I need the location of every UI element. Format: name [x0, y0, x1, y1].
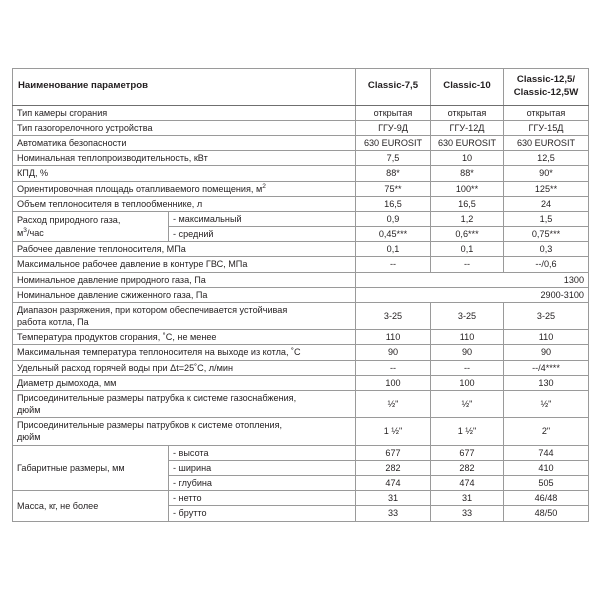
row-value-2: 1 ½" — [431, 418, 504, 445]
table-row — [13, 105, 589, 120]
specification-table-container — [12, 68, 588, 522]
row-label-line2 — [17, 227, 164, 239]
boiler-specification-table — [12, 68, 589, 522]
row-value-2: 10 — [431, 151, 504, 166]
row-value-1: 90 — [356, 345, 431, 360]
row-label: Тип камеры сгорания — [13, 105, 356, 120]
table-row — [13, 302, 589, 329]
row-label-line2: работа котла, Па — [17, 317, 89, 328]
table-row — [13, 211, 589, 226]
row-sublabel-depth: - глубина — [169, 475, 356, 490]
row-value-1: 0,1 — [356, 242, 431, 257]
row-value-1: 75** — [356, 181, 431, 196]
row-value-merged: 1300 — [356, 272, 589, 287]
row-value-3: 90* — [504, 166, 589, 181]
row-value-1: 677 — [356, 445, 431, 460]
row-value-1: 110 — [356, 330, 431, 345]
row-label: Объем теплоносителя в теплообменнике, л — [13, 196, 356, 211]
header-column-classic-10: Classic-10 — [431, 69, 504, 106]
row-value-1: 630 EUROSIT — [356, 136, 431, 151]
row-value-2: 90 — [431, 345, 504, 360]
table-row — [13, 445, 589, 460]
table-row — [13, 257, 589, 272]
row-value-3: 0,75*** — [504, 227, 589, 242]
row-label: Максимальная температура теплоносителя на выходе из котла, ˚С — [13, 345, 356, 360]
row-value-3: 410 — [504, 460, 589, 475]
header-column-classic-12-5 — [504, 69, 589, 106]
row-value-1: 88* — [356, 166, 431, 181]
row-value-3: 110 — [504, 330, 589, 345]
row-value-3: 24 — [504, 196, 589, 211]
row-value-1: 7,5 — [356, 151, 431, 166]
table-row — [13, 345, 589, 360]
unit-suffix: /час — [26, 227, 44, 238]
row-value-1: 282 — [356, 460, 431, 475]
row-value-1: ГГУ-9Д — [356, 120, 431, 135]
row-label: Номинальная теплопроизводительность, кВт — [13, 151, 356, 166]
row-value-3: 130 — [504, 375, 589, 390]
table-row — [13, 242, 589, 257]
row-label — [13, 390, 356, 417]
row-value-2: 88* — [431, 166, 504, 181]
row-sublabel-height: - высота — [169, 445, 356, 460]
row-label-gas-consumption — [13, 211, 169, 241]
row-label: Номинальное давление природного газа, Па — [13, 272, 356, 287]
row-value-2: 630 EUROSIT — [431, 136, 504, 151]
row-label-line1: Диапазон разряжения, при котором обеспечивается устойчивая — [17, 304, 288, 315]
row-value-1: ½" — [356, 390, 431, 417]
row-label-dimensions: Габаритные размеры, мм — [13, 445, 169, 491]
row-label: Диаметр дымохода, мм — [13, 375, 356, 390]
row-value-2: 33 — [431, 506, 504, 521]
row-value-2: 16,5 — [431, 196, 504, 211]
row-value-3: открытая — [504, 105, 589, 120]
table-row — [13, 120, 589, 135]
header-column-classic-12-5-line2: Classic-12,5W — [513, 86, 579, 98]
row-value-1: 100 — [356, 375, 431, 390]
row-label: Максимальное рабочее давление в контуре ГВС, МПа — [13, 257, 356, 272]
table-row — [13, 330, 589, 345]
row-value-3: 90 — [504, 345, 589, 360]
table-row — [13, 375, 589, 390]
row-label-line2: дюйм — [17, 405, 41, 416]
table-row — [13, 151, 589, 166]
row-value-1: 33 — [356, 506, 431, 521]
row-value-2: 110 — [431, 330, 504, 345]
row-label — [13, 418, 356, 445]
unit-superscript: 3 — [23, 226, 27, 234]
header-parameter-name: Наименование параметров — [13, 69, 356, 106]
row-label: Номинальное давление сжиженного газа, Па — [13, 287, 356, 302]
table-row — [13, 196, 589, 211]
table-row — [13, 390, 589, 417]
table-row — [13, 287, 589, 302]
row-value-1: 1 ½" — [356, 418, 431, 445]
row-sublabel-max: - максимальный — [169, 211, 356, 226]
row-value-3: 0,3 — [504, 242, 589, 257]
table-row — [13, 360, 589, 375]
row-value-3: --/4**** — [504, 360, 589, 375]
table-header-row — [13, 69, 589, 106]
row-label-line1: Присоединительные размеры патрубка к системе газоснабжения, — [17, 392, 297, 403]
row-value-2: 0,6*** — [431, 227, 504, 242]
row-value-1: -- — [356, 360, 431, 375]
header-column-classic-12-5-line1: Classic-12,5/ — [516, 74, 576, 85]
row-value-merged: 2900-3100 — [356, 287, 589, 302]
row-label-superscript: 2 — [262, 182, 266, 190]
row-value-2: открытая — [431, 105, 504, 120]
row-label: Удельный расход горячей воды при Δt=25˚С, л/мин — [13, 360, 356, 375]
row-label: Температура продуктов сгорания, ˚С, не менее — [13, 330, 356, 345]
row-label-line1: Расход природного газа, — [17, 215, 121, 226]
row-value-2: ½" — [431, 390, 504, 417]
row-value-3: 744 — [504, 445, 589, 460]
row-value-3: 2" — [504, 418, 589, 445]
row-value-3: 12,5 — [504, 151, 589, 166]
row-value-2: 0,1 — [431, 242, 504, 257]
row-value-2: -- — [431, 360, 504, 375]
row-sublabel-gross: - брутто — [169, 506, 356, 521]
row-value-1: 31 — [356, 491, 431, 506]
row-label-line2: дюйм — [17, 432, 41, 443]
row-value-3: ГГУ-15Д — [504, 120, 589, 135]
row-value-1: -- — [356, 257, 431, 272]
table-row — [13, 418, 589, 445]
row-value-2: -- — [431, 257, 504, 272]
row-label: Автоматика безопасности — [13, 136, 356, 151]
table-row — [13, 491, 589, 506]
row-value-2: 677 — [431, 445, 504, 460]
row-value-1: 16,5 — [356, 196, 431, 211]
table-row — [13, 166, 589, 181]
row-value-3: --/0,6 — [504, 257, 589, 272]
unit-base: м — [17, 227, 24, 238]
row-sublabel-net: - нетто — [169, 491, 356, 506]
row-value-3: 630 EUROSIT — [504, 136, 589, 151]
row-value-2: ГГУ-12Д — [431, 120, 504, 135]
row-value-3: 48/50 — [504, 506, 589, 521]
header-column-classic-7-5: Classic-7,5 — [356, 69, 431, 106]
row-label — [13, 302, 356, 329]
row-value-2: 1,2 — [431, 211, 504, 226]
table-row — [13, 272, 589, 287]
table-row — [13, 136, 589, 151]
row-value-2: 100** — [431, 181, 504, 196]
row-value-1: 0,45*** — [356, 227, 431, 242]
row-value-2: 3-25 — [431, 302, 504, 329]
row-label-mass: Масса, кг, не более — [13, 491, 169, 521]
row-value-1: 3-25 — [356, 302, 431, 329]
row-value-2: 31 — [431, 491, 504, 506]
row-value-3: 46/48 — [504, 491, 589, 506]
row-sublabel-width: - ширина — [169, 460, 356, 475]
row-value-1: открытая — [356, 105, 431, 120]
row-value-3: ½" — [504, 390, 589, 417]
row-value-2: 474 — [431, 475, 504, 490]
row-value-3: 3-25 — [504, 302, 589, 329]
row-value-3: 505 — [504, 475, 589, 490]
row-label: Тип газогорелочного устройства — [13, 120, 356, 135]
row-label-text: Ориентировочная площадь отапливаемого помещения, м — [17, 183, 263, 194]
row-value-2: 282 — [431, 460, 504, 475]
row-value-2: 100 — [431, 375, 504, 390]
row-label-line1: Присоединительные размеры патрубков к системе отопления, — [17, 420, 283, 431]
row-value-1: 0,9 — [356, 211, 431, 226]
table-row — [13, 181, 589, 196]
row-label: Рабочее давление теплоносителя, МПа — [13, 242, 356, 257]
row-value-1: 474 — [356, 475, 431, 490]
row-value-3: 125** — [504, 181, 589, 196]
row-label — [13, 181, 356, 196]
row-value-3: 1,5 — [504, 211, 589, 226]
row-sublabel-avg: - средний — [169, 227, 356, 242]
row-label: КПД, % — [13, 166, 356, 181]
